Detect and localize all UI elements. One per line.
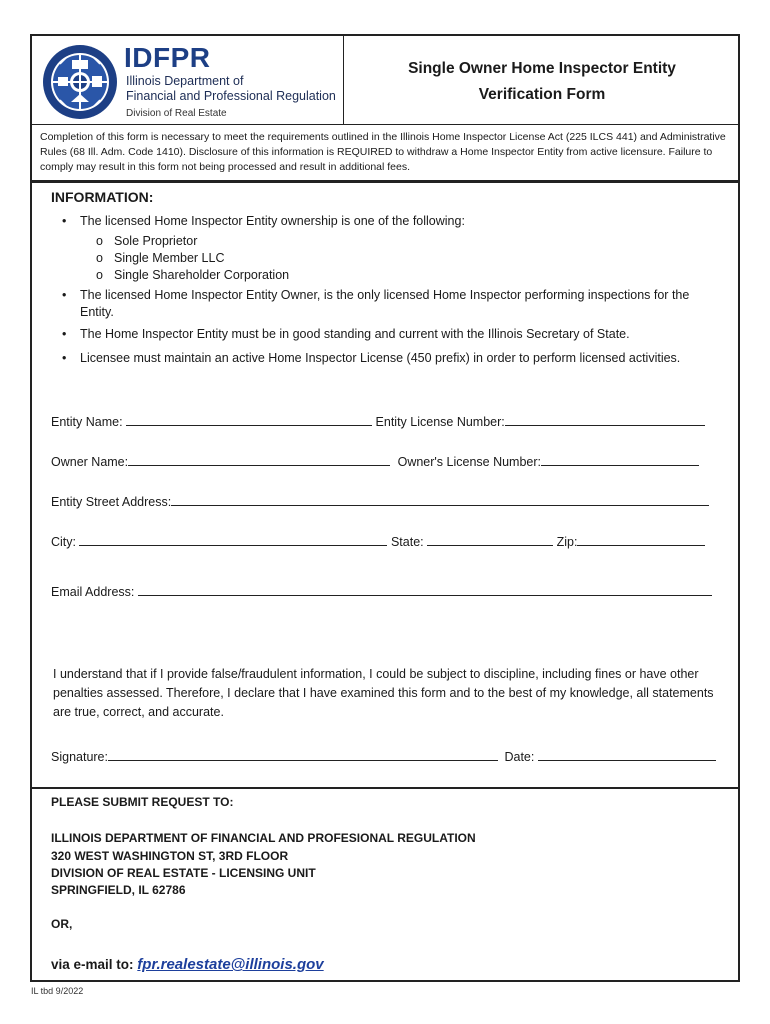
brand-department: Illinois Department of <box>126 74 244 88</box>
address-line: DIVISION OF REAL ESTATE - LICENSING UNIT <box>51 866 316 880</box>
or-text: OR, <box>51 917 73 931</box>
bullet-icon: • <box>62 214 67 228</box>
email-prefix: via e-mail to: <box>51 957 134 972</box>
brand-name: IDFPR <box>124 42 211 73</box>
signature-row <box>51 748 716 764</box>
header-divider <box>32 124 738 125</box>
bullet-icon: • <box>62 327 67 341</box>
owner-license-field[interactable] <box>541 453 699 466</box>
owner-name-field[interactable] <box>128 453 390 466</box>
signature-field[interactable] <box>108 748 498 761</box>
bullet-icon: • <box>62 288 67 302</box>
owner-license-label: Owner's License Number: <box>397 455 542 469</box>
entity-name-label: Entity Name: <box>51 415 123 429</box>
form-title-line2: Verification Form <box>478 86 606 103</box>
ownership-option: Single Shareholder Corporation <box>114 268 290 282</box>
declaration-text: I understand that if I provide false/fraudulent information, I could be subject to discipline, including fines or have other penalties assessed. Therefore, I declare that I have examined this form and to the best of my knowledge, all statements are true, correct, and accurate. <box>53 667 714 719</box>
form-title <box>344 56 740 108</box>
state-field[interactable] <box>427 533 553 546</box>
signature-label: Signature: <box>51 750 108 764</box>
information-heading: INFORMATION: <box>51 189 154 205</box>
city-row <box>51 533 705 549</box>
bullet-text: The licensed Home Inspector Entity ownership is one of the following: <box>80 214 465 228</box>
owner-row <box>51 453 699 469</box>
form-version: IL tbd 9/2022 <box>31 986 84 996</box>
sub-bullet-icon: o <box>96 234 103 248</box>
email-row <box>51 583 712 599</box>
list-item <box>96 268 289 282</box>
bullet-text: The licensed Home Inspector Entity Owner, is the only licensed Home Inspector performing inspections for the Entity. <box>80 288 690 319</box>
entity-license-field[interactable] <box>505 413 705 426</box>
form-title-line1: Single Owner Home Inspector Entity <box>408 60 676 77</box>
entity-row <box>51 413 705 429</box>
zip-field[interactable] <box>577 533 705 546</box>
date-label: Date: <box>504 750 535 764</box>
street-field[interactable] <box>171 493 709 506</box>
intro-text: Completion of this form is necessary to meet the requirements outlined in the Illinois Home Inspector License Act (225 ILCS 441) and Administrative Rules (68 Ill. Adm. Code 1410). Disclosure of this information is REQUIRED to withdraw a Home Inspector Entity from active licensure. Failure to comply may result in this form not being processed and result in additional fees. <box>40 131 726 173</box>
state-seal-icon <box>42 44 118 120</box>
form-body <box>30 181 740 789</box>
submit-heading: PLEASE SUBMIT REQUEST TO: <box>51 795 234 809</box>
email-submit-line <box>51 956 324 973</box>
owner-name-label: Owner Name: <box>51 455 129 469</box>
address-line: 320 WEST WASHINGTON ST, 3RD FLOOR <box>51 849 289 863</box>
sub-bullet-icon: o <box>96 251 103 265</box>
city-field[interactable] <box>79 533 387 546</box>
entity-license-label: Entity License Number: <box>375 415 505 429</box>
bullet-text: Licensee must maintain an active Home Inspector License (450 prefix) in order to perform licensed activities. <box>80 351 681 365</box>
email-field[interactable] <box>138 583 712 596</box>
zip-label: Zip: <box>556 535 578 549</box>
street-row <box>51 493 709 509</box>
list-item <box>96 234 197 248</box>
idfpr-logo <box>38 40 338 122</box>
brand-department-line2: Financial and Professional Regulation <box>126 89 336 103</box>
state-label: State: <box>390 535 424 549</box>
address-line: SPRINGFIELD, IL 62786 <box>51 883 186 897</box>
entity-name-field[interactable] <box>126 413 372 426</box>
bullet-icon: • <box>62 351 67 365</box>
street-label: Entity Street Address: <box>51 495 172 509</box>
email-label: Email Address: <box>51 585 135 599</box>
brand-division: Division of Real Estate <box>126 108 227 119</box>
email-link[interactable]: fpr.realestate@illinois.gov <box>137 956 324 973</box>
ownership-option: Sole Proprietor <box>114 234 198 248</box>
list-item <box>96 251 224 265</box>
bullet-text: The Home Inspector Entity must be in good standing and current with the Illinois Secretary of State. <box>80 327 630 341</box>
address-line: ILLINOIS DEPARTMENT OF FINANCIAL AND PROFESIONAL REGULATION <box>51 831 476 845</box>
ownership-option: Single Member LLC <box>114 251 225 265</box>
submit-section <box>30 787 740 982</box>
sub-bullet-icon: o <box>96 268 103 282</box>
header-section <box>30 34 740 182</box>
date-field[interactable] <box>538 748 716 761</box>
city-label: City: <box>51 535 76 549</box>
